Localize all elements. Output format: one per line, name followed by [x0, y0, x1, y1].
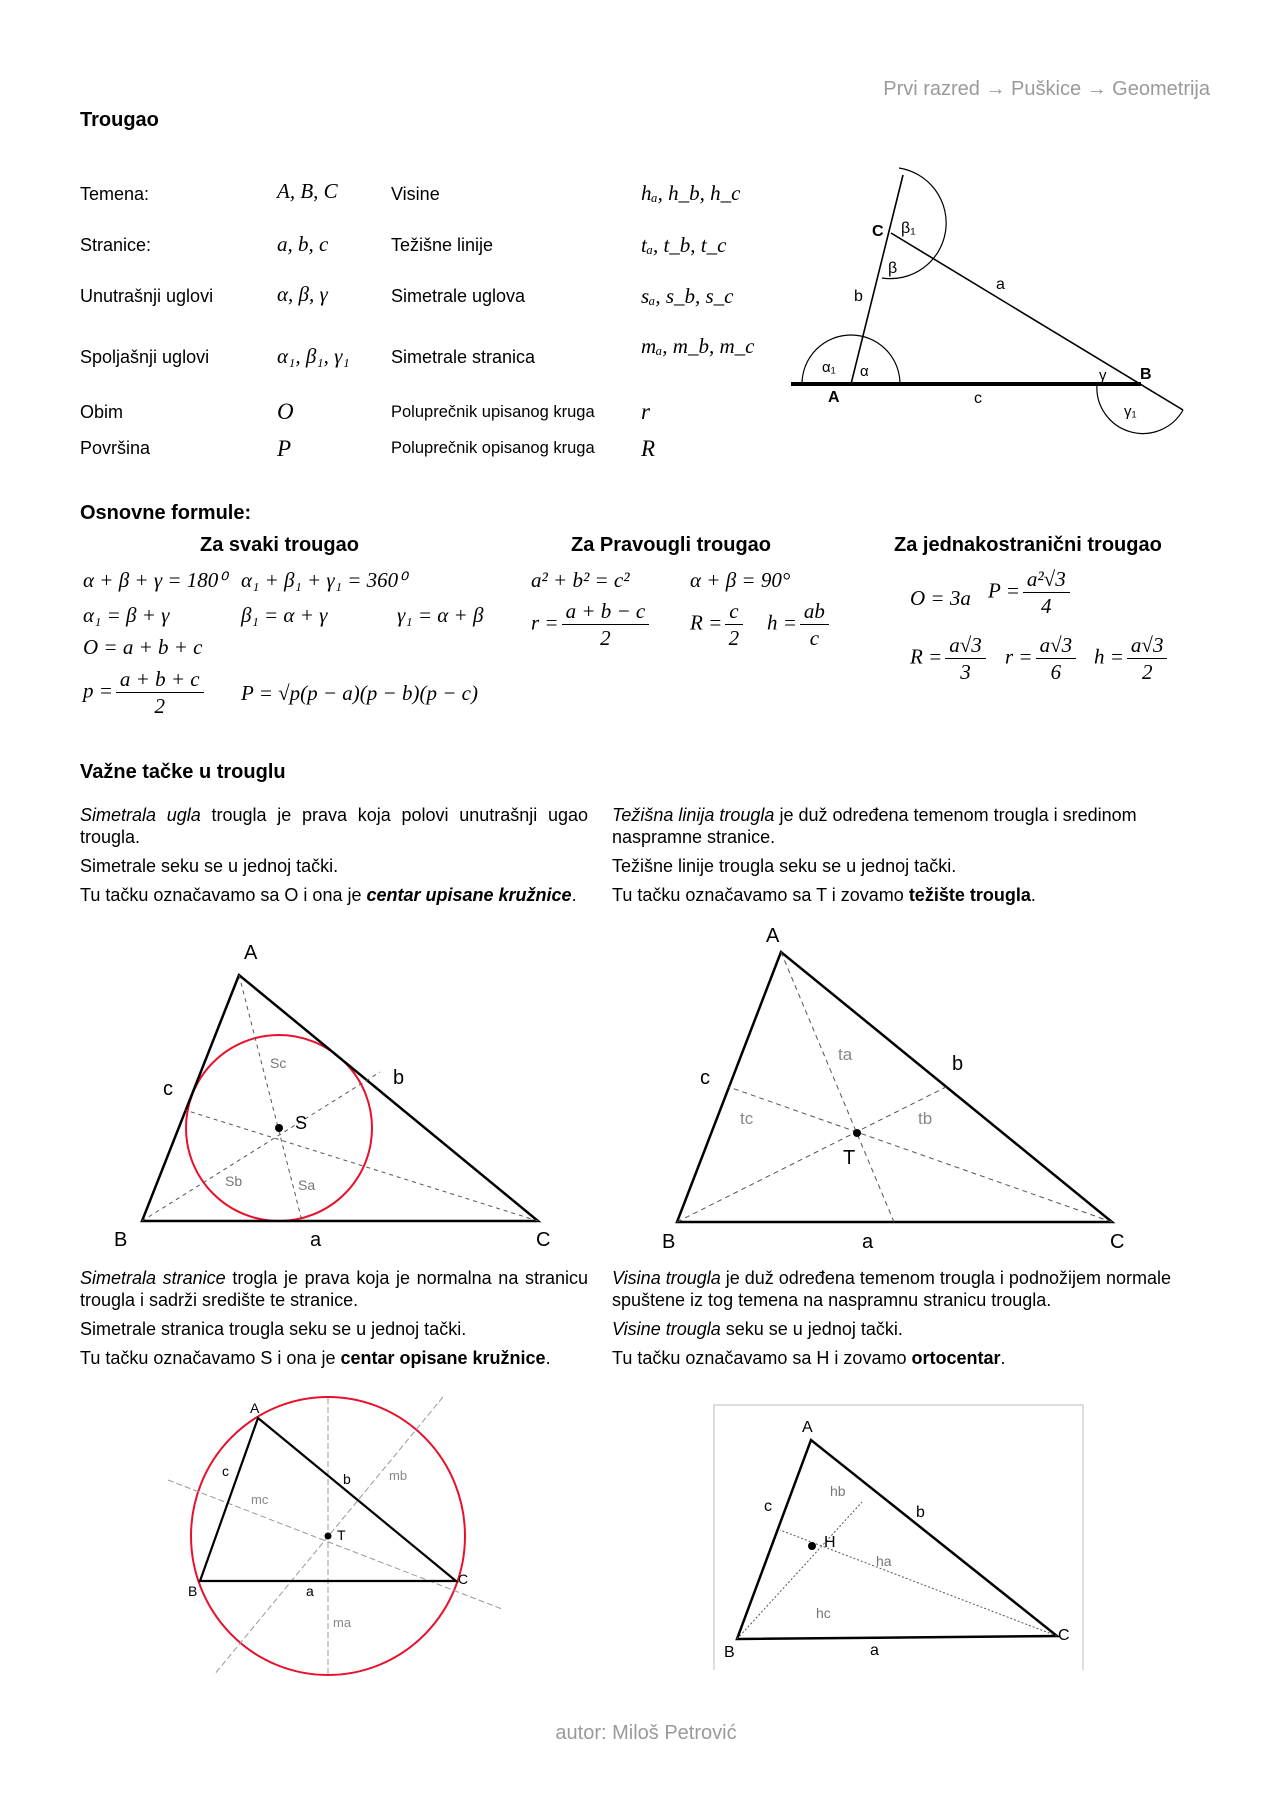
- vertex-label: C: [536, 1229, 551, 1251]
- formula-left: h =: [767, 610, 797, 635]
- line-label: mb: [389, 1468, 408, 1483]
- row-value: P: [277, 436, 292, 461]
- incircle-figure: [114, 942, 550, 1251]
- term: Simetrala ugla: [80, 805, 201, 825]
- row-value: mₐ, m_b, m_c: [641, 334, 755, 358]
- term: Simetrala stranice: [80, 1268, 226, 1288]
- formula-heron: P = √p(p − a)(p − b)(p − c): [241, 681, 478, 705]
- point-label: T: [337, 1527, 346, 1543]
- vertex-label: B: [114, 1229, 128, 1251]
- side-label: b: [343, 1471, 351, 1487]
- formula: a² + b² = c²: [531, 568, 630, 592]
- text: Tu tačku označavamo sa T i zovamo: [612, 885, 909, 905]
- vertex-label: A: [802, 1419, 813, 1436]
- row-label: Simetrale stranica: [391, 347, 536, 367]
- formula-inradius: [531, 598, 652, 651]
- text: .: [571, 885, 577, 905]
- point-label: T: [843, 1147, 856, 1169]
- line-label: ta: [838, 1045, 853, 1064]
- row-value: α, β, γ: [277, 282, 328, 306]
- angle-label: γ: [1099, 367, 1107, 384]
- numerator: a²√3: [1023, 566, 1070, 593]
- row-label: Površina: [80, 438, 151, 458]
- term: Visine trougla: [612, 1319, 721, 1339]
- formula-left: P =: [988, 578, 1020, 603]
- numerator: a + b − c: [562, 598, 650, 625]
- formula-height: [767, 598, 832, 651]
- row-label: Obim: [80, 402, 124, 422]
- numerator: a√3: [1036, 632, 1077, 659]
- triangle-angles-figure: [791, 168, 1183, 434]
- denominator: 2: [728, 626, 740, 650]
- side-label: b: [916, 1504, 925, 1521]
- vertex-label: B: [662, 1231, 676, 1253]
- text: Težišne linije trougla seku se u jednoj tački.: [612, 856, 957, 876]
- vertex-label: C: [1058, 1627, 1070, 1644]
- formula-left: r =: [531, 610, 559, 635]
- orthocenter-figure: [714, 1405, 1083, 1670]
- row-value: hₐ, h_b, h_c: [641, 181, 741, 205]
- row-label: Stranice:: [80, 235, 152, 255]
- text: .: [545, 1348, 551, 1368]
- text: trougla je prava koja polovi unutrašnji ugao trougla.: [80, 805, 588, 847]
- text: Tu tačku označavamo sa O i ona je: [80, 885, 367, 905]
- term-strong: centar upisane kružnice: [366, 885, 572, 905]
- row-value: A, B, C: [277, 179, 338, 203]
- formula-left: p =: [83, 678, 113, 703]
- side-label: a: [870, 1642, 879, 1659]
- denominator: 2: [1141, 660, 1153, 684]
- formula: γ₁ = α + β: [397, 603, 484, 627]
- vertex-label: B: [724, 1644, 735, 1661]
- vertex-label: C: [872, 223, 884, 240]
- line-label: hc: [816, 1605, 831, 1621]
- side-label: c: [700, 1067, 710, 1089]
- row-value: r: [641, 399, 650, 424]
- centroid-figure: [662, 925, 1124, 1253]
- orthocenter-text: [612, 1267, 1212, 1376]
- vertex-label: A: [766, 925, 780, 947]
- formulas-right-title: Za Pravougli trougao: [571, 534, 772, 556]
- points-heading: Važne tačke u trouglu: [80, 761, 286, 783]
- page-title: Trougao: [80, 109, 159, 131]
- side-label: a: [306, 1583, 314, 1599]
- row-label: Poluprečnik opisanog kruga: [391, 439, 595, 457]
- vertex-label: B: [188, 1583, 198, 1599]
- side-label: a: [310, 1229, 322, 1251]
- text: Simetrale stranica trougla seku se u jednoj tački.: [80, 1319, 467, 1339]
- row-value: tₐ, t_b, t_c: [641, 233, 727, 257]
- side-label: c: [163, 1078, 173, 1100]
- formula-left: h =: [1094, 644, 1124, 669]
- row-label: Poluprečnik upisanog kruga: [391, 403, 595, 421]
- row-label: Spoljašnji uglovi: [80, 347, 210, 367]
- row-label: Visine: [391, 184, 440, 204]
- angle-label: β₁: [901, 220, 916, 237]
- row-label: Unutrašnji uglovi: [80, 286, 214, 306]
- side-label: a: [862, 1231, 874, 1253]
- row-value: a, b, c: [277, 232, 329, 256]
- side-label: c: [974, 390, 982, 407]
- row-label: Težišne linije: [391, 235, 494, 255]
- side-label: b: [854, 288, 863, 305]
- formula-left: r =: [1005, 644, 1033, 669]
- text: Simetrale seku se u jednoj tački.: [80, 856, 339, 876]
- side-label: c: [222, 1463, 229, 1479]
- point-label: H: [824, 1534, 836, 1551]
- centroid-text: [612, 804, 1212, 913]
- formula: β₁ = α + γ: [241, 603, 328, 627]
- vertex-label: A: [828, 389, 840, 406]
- angle-label: α: [860, 363, 869, 380]
- side-label: b: [393, 1067, 405, 1089]
- angle-label: α₁: [822, 359, 836, 376]
- formula-area: [988, 566, 1073, 619]
- line-label: hb: [830, 1483, 846, 1499]
- formula: O = 3a: [910, 586, 971, 610]
- line-label: ha: [876, 1553, 892, 1569]
- formula: α + β = 90°: [690, 568, 791, 592]
- formula-left: R =: [910, 644, 943, 669]
- formulas-equi-title: Za jednakostranični trougao: [894, 534, 1162, 556]
- line-label: tc: [740, 1109, 754, 1128]
- numerator: a + b + c: [116, 666, 204, 693]
- row-value: sₐ, s_b, s_c: [641, 284, 734, 308]
- row-label: Temena:: [80, 184, 150, 204]
- line-label: mc: [251, 1492, 269, 1507]
- term-strong: centar opisane kružnice: [340, 1348, 546, 1368]
- angle-label: γ₁: [1124, 403, 1137, 420]
- line-label: Sc: [270, 1055, 287, 1071]
- line-label: ma: [333, 1615, 352, 1630]
- formulas-any-title: Za svaki trougao: [200, 534, 359, 556]
- formula-height: [1094, 632, 1170, 685]
- formula-inradius: [1005, 632, 1079, 685]
- term-strong: ortocentar: [911, 1348, 1001, 1368]
- line-label: tb: [918, 1109, 933, 1128]
- text: je duž određena temenom trougla i podnožijem normale spuštene iz tog temena na naspramnu stranicu trougla.: [612, 1268, 1172, 1310]
- numerator: c: [725, 598, 742, 625]
- circumcenter-text: [80, 1267, 588, 1376]
- line-label: Sa: [298, 1177, 316, 1193]
- denominator: 4: [1041, 594, 1052, 618]
- row-label: Simetrale uglova: [391, 286, 526, 306]
- term-strong: težište trougla: [908, 885, 1031, 905]
- text: Tu tačku označavamo sa H i zovamo: [612, 1348, 912, 1368]
- text: seku se u jednoj tački.: [720, 1319, 903, 1339]
- text: Tu tačku označavamo S i ona je: [80, 1348, 341, 1368]
- side-label: a: [996, 276, 1005, 293]
- vertex-label: C: [1110, 1231, 1125, 1253]
- denominator: 6: [1050, 660, 1062, 684]
- term: Visina trougla: [612, 1268, 721, 1288]
- side-label: b: [952, 1053, 964, 1075]
- row-value: O: [277, 399, 294, 424]
- breadcrumb: Prvi razred → Puškice → Geometrija: [883, 78, 1210, 100]
- point-label: S: [295, 1113, 308, 1133]
- incenter-text: [80, 804, 588, 913]
- vertex-label: A: [244, 942, 258, 964]
- denominator: c: [809, 626, 820, 650]
- formula-left: R =: [690, 610, 723, 635]
- denominator: 2: [600, 626, 611, 650]
- vertex-label: B: [1140, 366, 1152, 383]
- angle-label: β: [888, 260, 898, 277]
- formulas-heading: Osnovne formule:: [80, 502, 252, 524]
- circumcircle-figure: [168, 1397, 502, 1676]
- text: je duž određena temenom trougla i sredinom naspramne stranice.: [612, 805, 1137, 847]
- formula: α₁ = β + γ: [83, 603, 170, 627]
- numerator: ab: [800, 598, 829, 625]
- vertex-label: A: [250, 1400, 260, 1416]
- numerator: a√3: [1127, 632, 1168, 659]
- footer-author: autor: Miloš Petrović: [555, 1722, 737, 1744]
- formula: O = a + b + c: [83, 635, 203, 659]
- formula: α + β + γ = 180⁰: [83, 568, 227, 592]
- vertex-label: C: [458, 1571, 469, 1587]
- text: .: [1000, 1348, 1006, 1368]
- formula-circumradius: [910, 632, 989, 685]
- term: Težišna linija trougla: [612, 805, 775, 825]
- numerator: a√3: [945, 632, 986, 659]
- text: trogla je prava koja je normalna na stranicu trougla i sadrži središte te stranice.: [80, 1268, 588, 1310]
- side-label: c: [764, 1498, 772, 1515]
- denominator: 2: [154, 694, 165, 718]
- denominator: 3: [960, 660, 971, 684]
- formula-circumradius: [690, 598, 746, 651]
- line-label: Sb: [225, 1173, 243, 1189]
- row-value: α₁, β₁, γ₁: [277, 344, 350, 368]
- formula: α₁ + β₁ + γ₁ = 360⁰: [241, 568, 407, 592]
- formula-semiperimeter: [83, 666, 207, 719]
- row-value: R: [641, 436, 656, 461]
- text: .: [1030, 885, 1036, 905]
